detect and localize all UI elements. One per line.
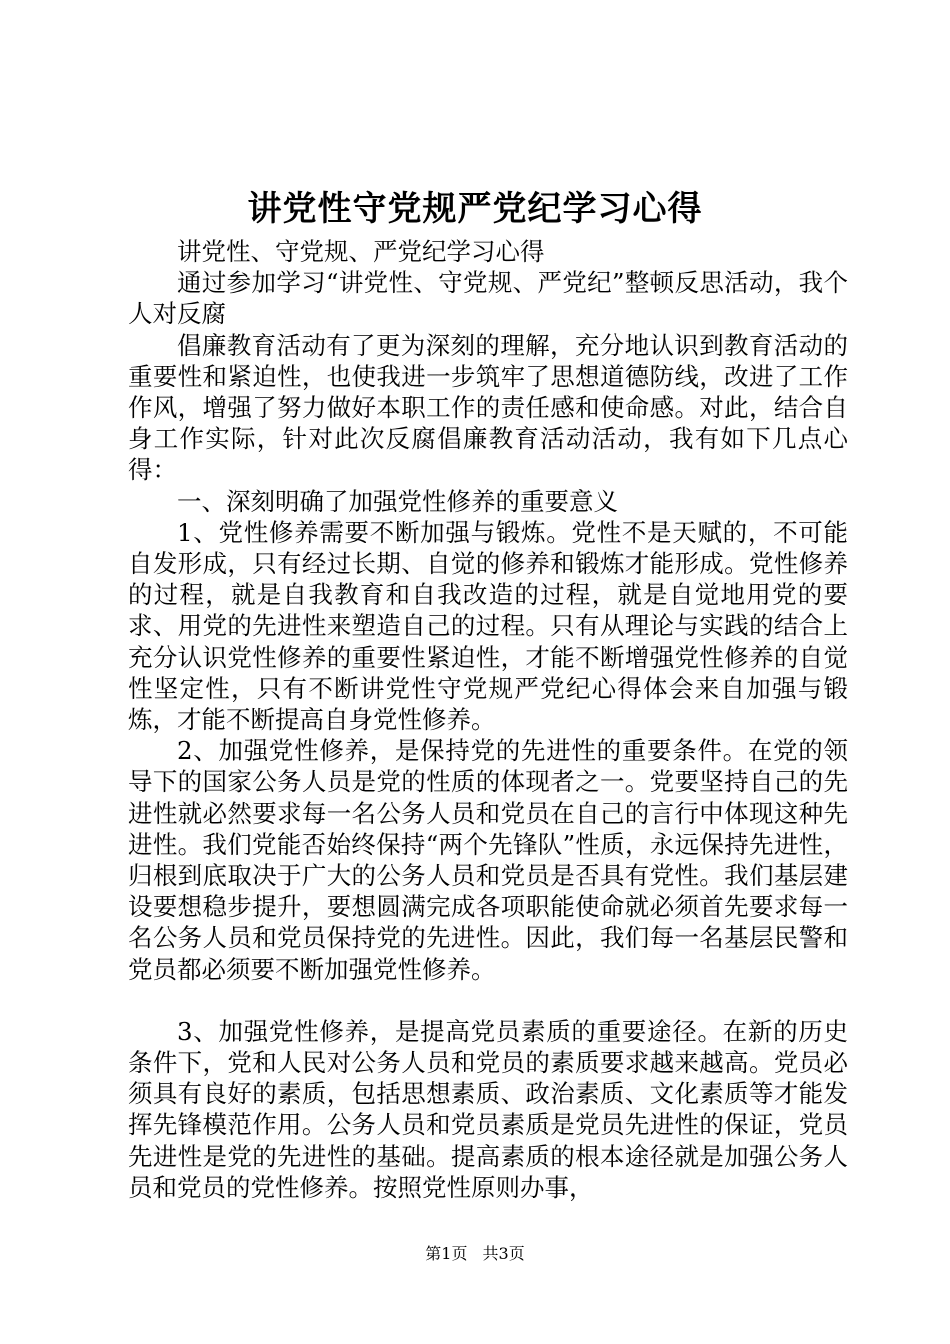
paragraph: 倡廉教育活动有了更为深刻的理解，充分地认识到教育活动的重要性和紧迫性，也使我进一步筑牢了思想道德防线，改进了工作作风，增强了努力做好本职工作的责任感和使命感。对此，结合自身工作实际，针对此次反腐倡廉教育活动活动，我有如下几点心得： bbox=[128, 330, 848, 485]
paragraph: 通过参加学习“讲党性、守党规、严党纪”整顿反思活动，我个人对反腐 bbox=[128, 268, 848, 329]
document-body bbox=[128, 236, 848, 1203]
page-total: 共3页 bbox=[482, 1244, 525, 1263]
paragraph: 1、党性修养需要不断加强与锻炼。党性不是天赋的，不可能自发形成，只有经过长期、自觉的修养和锻炼才能形成。党性修养的过程，就是自我教育和自我改造的过程，就是自觉地用党的要求、用党的先进性来塑造自己的过程。只有从理论与实践的结合上充分认识党性修养的重要性紧迫性，才能不断增强党性修养的自觉性坚定性，只有不断讲党性守党规严党纪心得体会来自加强与锻炼，才能不断提高自身党性修养。 bbox=[128, 517, 848, 735]
document-title: 讲党性守党规严党纪学习心得 bbox=[247, 189, 703, 229]
page-number: 第1页 bbox=[425, 1244, 468, 1263]
page-footer bbox=[0, 1244, 950, 1264]
section-heading: 一、深刻明确了加强党性修养的重要意义 bbox=[177, 486, 618, 516]
paragraph: 讲党性、守党规、严党纪学习心得 bbox=[177, 237, 545, 266]
paragraph: 3、加强党性修养，是提高党员素质的重要途径。在新的历史条件下，党和人民对公务人员和党员的素质要求越来越高。党员必须具有良好的素质，包括思想素质、政治素质、文化素质等才能发挥先锋模范作用。公务人员和党员素质是党员先进性的保证，党员先进性是党的先进性的基础。提高素质的根本途径就是加强公务人员和党员的党性修养。按照党性原则办事， bbox=[128, 1016, 848, 1202]
paragraph: 2、加强党性修养，是保持党的先进性的重要条件。在党的领导下的国家公务人员是党的性质的体现者之一。党要坚持自己的先进性就必然要求每一名公务人员和党员在自己的言行中体现这种先进性。我们党能否始终保持“两个先锋队”性质，永远保持先进性，归根到底取决于广大的公务人员和党员是否具有党性。我们基层建设要想稳步提升，要想圆满完成各项职能使命就必须首先要求每一名公务人员和党员保持党的先进性。因此，我们每一名基层民警和党员都必须要不断加强党性修养。 bbox=[128, 736, 848, 984]
